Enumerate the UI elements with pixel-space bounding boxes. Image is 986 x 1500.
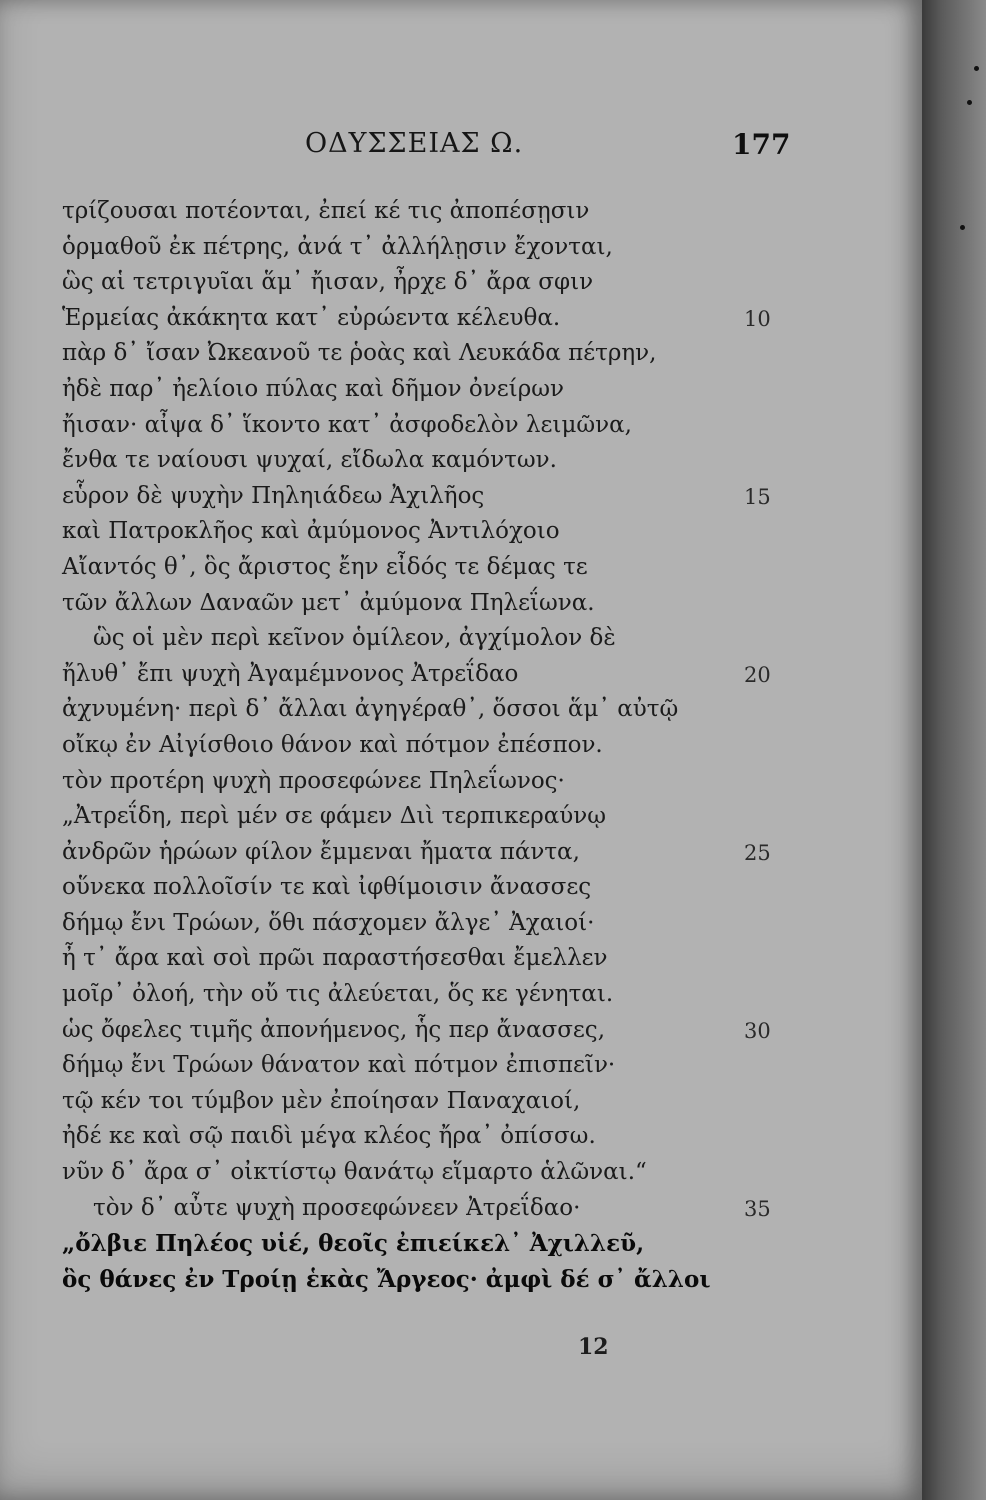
verse-line: [0, 412, 922, 448]
verse-line: [0, 803, 922, 839]
verse-line: [0, 554, 922, 590]
verse-line: [0, 981, 922, 1017]
verse-text: ὣς αἱ τετριγυῖαι ἅμ᾿ ἤισαν, ἦρχε δ᾿ ἄρα σφιν: [62, 269, 594, 296]
verse-line: [0, 732, 922, 768]
verse-text: δήμῳ ἔνι Τρώων, ὅθι πάσχομεν ἄλγε᾿ Ἀχαιοί·: [62, 909, 595, 936]
scan-edge: [922, 0, 986, 1500]
verse-line: [0, 839, 922, 875]
verse-line: [0, 1159, 922, 1195]
speck: [967, 100, 972, 105]
page-number: 177: [732, 128, 791, 161]
line-number: 25: [744, 840, 771, 865]
verse-text: τὸν δ᾿ αὖτε ψυχὴ προσεφώνεεν Ἀτρεΐδαο·: [93, 1194, 581, 1221]
verse-text: „Ἀτρεΐδη, περὶ μέν σε φάμεν Διὶ τερπικεραύνῳ: [62, 803, 607, 830]
verse-line: [0, 1052, 922, 1088]
verse-line: [0, 376, 922, 412]
verse-text: ὡς ὄφελες τιμῆς ἀπονήμενος, ἧς περ ἄνασσες,: [62, 1016, 606, 1043]
verse-text: ἔνθα τε ναίουσι ψυχαί, εἴδωλα καμόντων.: [62, 447, 557, 474]
verse-line: [0, 198, 922, 234]
signature-mark: 12: [578, 1334, 609, 1360]
verse-text: οἴκῳ ἐν Αἰγίσθοιο θάνον καὶ πότμον ἐπέσπον.: [62, 731, 603, 758]
verse-line: [0, 696, 922, 732]
speck: [960, 225, 965, 230]
verse-line: [0, 269, 922, 305]
verse-text: δήμῳ ἔνι Τρώων θάνατον καὶ πότμον ἐπισπεῖν·: [62, 1052, 616, 1079]
verse-line: [0, 1195, 922, 1231]
verse-text: ἦ τ᾿ ἄρα καὶ σοὶ πρῶι παραστήσεσθαι ἔμελλεν: [62, 945, 608, 972]
verse-body: [0, 198, 922, 1301]
verse-line: [0, 1266, 922, 1302]
page-title: ΟΔΥΣΣΕΙΑΣ Ω.: [305, 128, 524, 159]
verse-text: Αἴαντός θ᾿, ὃς ἄριστος ἔην εἶδός τε δέμας τε: [62, 553, 588, 580]
verse-text: ὁρμαθοῦ ἐκ πέτρης, ἀνά τ᾿ ἀλλήλῃσιν ἔχονται,: [62, 233, 613, 260]
verse-text: τῷ κέν τοι τύμβον μὲν ἐποίησαν Παναχαιοί,: [62, 1087, 581, 1114]
speck: [974, 66, 979, 71]
verse-text: εὗρον δὲ ψυχὴν Πηληιάδεω Ἀχιλῆος: [62, 482, 485, 509]
verse-line: [0, 234, 922, 270]
verse-line: [0, 874, 922, 910]
verse-line: [0, 447, 922, 483]
line-number: 15: [744, 484, 771, 509]
line-number: 30: [744, 1018, 771, 1043]
verse-line: [0, 768, 922, 804]
verse-text: ἠδέ κε καὶ σῷ παιδὶ μέγα κλέος ἤρα᾿ ὀπίσσω.: [62, 1123, 596, 1150]
verse-text: μοῖρ᾿ ὀλοή, τὴν οὔ τις ἀλεύεται, ὅς κε γένηται.: [62, 981, 614, 1008]
verse-line: [0, 1017, 922, 1053]
verse-text: τρίζουσαι ποτέονται, ἐπεί κέ τις ἀποπέσῃσιν: [62, 198, 590, 224]
verse-line: [0, 590, 922, 626]
verse-line: [0, 1230, 922, 1266]
verse-text: ἤισαν· αἶψα δ᾿ ἵκοντο κατ᾿ ἀσφοδελὸν λειμῶνα,: [62, 411, 632, 438]
verse-text: Ἑρμείας ἀκάκητα κατ᾿ εὐρώεντα κέλευθα.: [62, 304, 561, 331]
verse-line: [0, 1123, 922, 1159]
verse-text: ὣς οἱ μὲν περὶ κεῖνον ὁμίλεον, ἀγχίμολον δὲ: [93, 625, 616, 652]
verse-line: [0, 661, 922, 697]
line-number: 10: [744, 306, 771, 331]
verse-text: οὕνεκα πολλοῖσίν τε καὶ ἰφθίμοισιν ἄνασσες: [62, 874, 592, 901]
verse-text: τὸν προτέρη ψυχὴ προσεφώνεε Πηλεΐωνος·: [62, 767, 565, 794]
verse-text: καὶ Πατροκλῆος καὶ ἀμύμονος Ἀντιλόχοιο: [62, 518, 560, 545]
line-number: 20: [744, 662, 771, 687]
verse-text: „ὄλβιε Πηλέος υἱέ, θεοῖς ἐπιείκελ᾿ Ἀχιλλεῦ,: [62, 1230, 645, 1258]
verse-line: [0, 945, 922, 981]
verse-text: πὰρ δ᾿ ἴσαν Ὠκεανοῦ τε ῥοὰς καὶ Λευκάδα πέτρην,: [62, 340, 657, 367]
verse-text: νῦν δ᾿ ἄρα σ᾿ οἰκτίστῳ θανάτῳ εἵμαρτο ἁλῶναι.“: [62, 1159, 647, 1186]
running-header: [0, 128, 922, 168]
line-number: 35: [744, 1196, 771, 1221]
verse-line: [0, 910, 922, 946]
verse-text: ὃς θάνες ἐν Τροίῃ ἑκὰς Ἄργεος· ἀμφὶ δέ σ᾿ ἄλλοι: [62, 1265, 711, 1293]
verse-line: [0, 625, 922, 661]
verse-text: ἠδὲ παρ᾿ ἠελίοιο πύλας καὶ δῆμον ὀνείρων: [62, 375, 564, 402]
verse-line: [0, 518, 922, 554]
verse-line: [0, 305, 922, 341]
verse-line: [0, 1088, 922, 1124]
verse-text: ἤλυθ᾿ ἔπι ψυχὴ Ἀγαμέμνονος Ἀτρεΐδαο: [62, 660, 519, 687]
verse-text: ἀχνυμένη· περὶ δ᾿ ἄλλαι ἀγηγέραθ᾿, ὅσσοι ἅμ᾿ αὐτῷ: [62, 696, 679, 723]
verse-line: [0, 483, 922, 519]
verse-text: τῶν ἄλλων Δαναῶν μετ᾿ ἀμύμονα Πηλεΐωνα.: [62, 589, 595, 616]
verse-text: ἀνδρῶν ἡρώων φίλον ἔμμεναι ἤματα πάντα,: [62, 838, 580, 865]
verse-line: [0, 340, 922, 376]
